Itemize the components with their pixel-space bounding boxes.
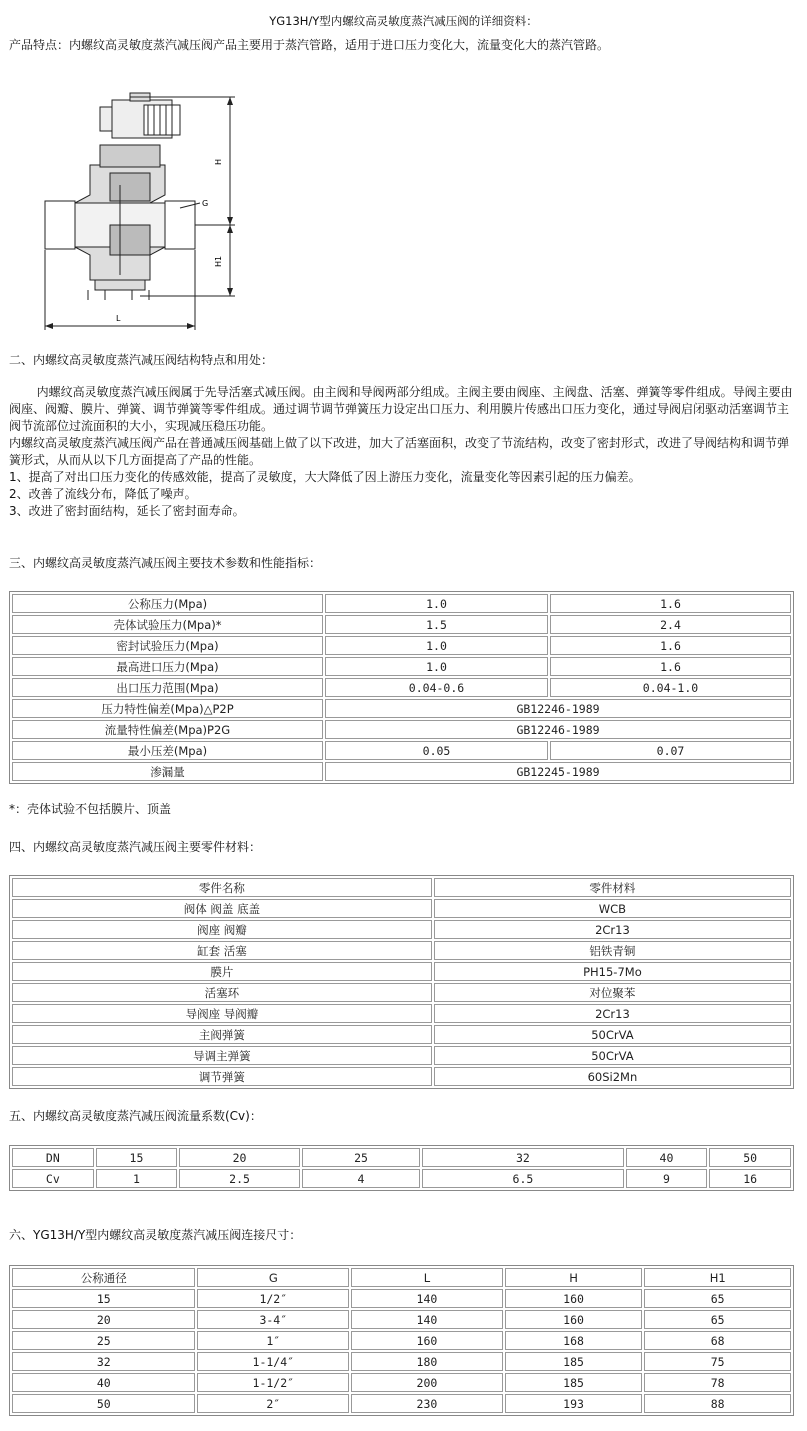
spec-value-2: 1.6	[550, 594, 791, 613]
part-material: PH15-7Mo	[434, 962, 791, 981]
spec-value-2: 1.6	[550, 657, 791, 676]
cv-table	[9, 1145, 794, 1191]
spec-label: 最高进口压力(Mpa)	[12, 657, 323, 676]
section3-heading: 三、内螺纹高灵敏度蒸汽减压阀主要技术参数和性能指标：	[9, 556, 322, 570]
spec-label: 最小压差(Mpa)	[12, 741, 323, 760]
part-name: 导阀座 导阀瓣	[12, 1004, 432, 1023]
spec-note: *：壳体试验不包括膜片、顶盖	[9, 802, 172, 816]
spec-value: GB12245-1989	[325, 762, 791, 781]
part-material: 60Si2Mn	[434, 1067, 791, 1086]
spec-value-1: 1.5	[325, 615, 548, 634]
part-material: 2Cr13	[434, 1004, 791, 1023]
valve-diagram	[30, 85, 290, 335]
part-material: 铝铁青铜	[434, 941, 791, 960]
table-cell: 68	[644, 1331, 791, 1350]
part-name: 缸套 活塞	[12, 941, 432, 960]
spec-label: 壳体试验压力(Mpa)*	[12, 615, 323, 634]
part-name: 主阀弹簧	[12, 1025, 432, 1044]
table-cell: 1/2″	[197, 1289, 349, 1308]
part-material: 2Cr13	[434, 920, 791, 939]
table-row	[12, 920, 791, 939]
spec-value-2: 0.04-1.0	[550, 678, 791, 697]
table-cell: 200	[351, 1373, 503, 1392]
part-material: 对位聚苯	[434, 983, 791, 1002]
table-cell: 2″	[197, 1394, 349, 1413]
dn-value: 50	[709, 1148, 791, 1167]
table-cell: 160	[351, 1331, 503, 1350]
dim-h: H	[214, 158, 223, 165]
spec-value-2: 0.07	[550, 741, 791, 760]
spec-value: GB12246-1989	[325, 720, 791, 739]
table-cell: 160	[505, 1289, 643, 1308]
table-cell: 230	[351, 1394, 503, 1413]
column-header: H1	[644, 1268, 791, 1287]
table-cell: 160	[505, 1310, 643, 1329]
table-row	[12, 1373, 791, 1392]
table-cell: 1-1/2″	[197, 1373, 349, 1392]
spec-value-1: 1.0	[325, 657, 548, 676]
table-cell: 140	[351, 1310, 503, 1329]
spec-label: 出口压力范围(Mpa)	[12, 678, 323, 697]
column-header: L	[351, 1268, 503, 1287]
table-row	[12, 1046, 791, 1065]
dimensions-table	[9, 1265, 794, 1416]
spec-value-1: 0.05	[325, 741, 548, 760]
table-cell: 50	[12, 1394, 195, 1413]
table-row	[12, 1169, 791, 1188]
section4-heading: 四、内螺纹高灵敏度蒸汽减压阀主要零件材料：	[9, 840, 262, 854]
table-cell: 1″	[197, 1331, 349, 1350]
spec-label: 流量特性偏差(Mpa)P2G	[12, 720, 323, 739]
part-name: 活塞环	[12, 983, 432, 1002]
table-cell: 140	[351, 1289, 503, 1308]
table-cell: 88	[644, 1394, 791, 1413]
table-row	[12, 1394, 791, 1413]
section5-heading: 五、内螺纹高灵敏度蒸汽减压阀流量系数(Cv)：	[9, 1109, 262, 1123]
table-row	[12, 636, 791, 655]
table-cell: 185	[505, 1373, 643, 1392]
table-row	[12, 594, 791, 613]
cv-value: 9	[626, 1169, 708, 1188]
table-cell: 193	[505, 1394, 643, 1413]
page-title: YG13H/Y型内螺纹高灵敏度蒸汽减压阀的详细资料：	[269, 14, 538, 28]
header-material: 零件材料	[434, 878, 791, 897]
table-cell: 20	[12, 1310, 195, 1329]
section2-list-item: 2、改善了流线分布，降低了噪声。	[9, 487, 197, 501]
dim-g: G	[202, 199, 209, 208]
header-part: 零件名称	[12, 878, 432, 897]
table-cell: 65	[644, 1289, 791, 1308]
spec-value-2: 1.6	[550, 636, 791, 655]
table-cell: 75	[644, 1352, 791, 1371]
table-cell: 32	[12, 1352, 195, 1371]
part-name: 阀体 阀盖 底盖	[12, 899, 432, 918]
table-row	[12, 657, 791, 676]
part-material: WCB	[434, 899, 791, 918]
section2-list-item: 3、改进了密封面结构，延长了密封面寿命。	[9, 504, 245, 518]
table-row	[12, 941, 791, 960]
dn-value: 40	[626, 1148, 708, 1167]
section2-paragraph: 内螺纹高灵敏度蒸汽减压阀产品在普通减压阀基础上做了以下改进，加大了活塞面积，改变了节流结构，改变了密封形式，改进了导阀结构和调节弹簧形式，从而从以下几方面提高了产品的性能。	[9, 436, 790, 467]
table-row	[12, 1310, 791, 1329]
table-row	[12, 899, 791, 918]
spec-value: GB12246-1989	[325, 699, 791, 718]
table-cell: 180	[351, 1352, 503, 1371]
column-header: G	[197, 1268, 349, 1287]
dn-label: DN	[12, 1148, 94, 1167]
dn-value: 15	[96, 1148, 178, 1167]
table-row	[12, 720, 791, 739]
table-row	[12, 741, 791, 760]
cv-value: 2.5	[179, 1169, 300, 1188]
table-row	[12, 678, 791, 697]
spec-table	[9, 591, 794, 784]
table-cell: 168	[505, 1331, 643, 1350]
table-row	[12, 1025, 791, 1044]
table-header-row	[12, 1268, 791, 1287]
part-name: 阀座 阀瓣	[12, 920, 432, 939]
table-cell: 15	[12, 1289, 195, 1308]
cv-value: 1	[96, 1169, 178, 1188]
table-row	[12, 1331, 791, 1350]
cv-label: Cv	[12, 1169, 94, 1188]
table-cell: 1-1/4″	[197, 1352, 349, 1371]
table-cell: 65	[644, 1310, 791, 1329]
dim-l: L	[116, 314, 121, 323]
part-material: 50CrVA	[434, 1025, 791, 1044]
cv-value: 6.5	[422, 1169, 623, 1188]
cv-value: 16	[709, 1169, 791, 1188]
section2-list-item: 1、提高了对出口压力变化的传感效能，提高了灵敏度，大大降低了因上游压力变化，流量变化等因素引起的压力偏差。	[9, 470, 641, 484]
dn-value: 20	[179, 1148, 300, 1167]
column-header: 公称通径	[12, 1268, 195, 1287]
materials-table	[9, 875, 794, 1089]
spec-value-2: 2.4	[550, 615, 791, 634]
column-header: H	[505, 1268, 643, 1287]
table-row	[12, 1289, 791, 1308]
table-row	[12, 1352, 791, 1371]
part-material: 50CrVA	[434, 1046, 791, 1065]
table-row	[12, 1067, 791, 1086]
part-name: 膜片	[12, 962, 432, 981]
spec-value-1: 0.04-0.6	[325, 678, 548, 697]
spec-label: 渗漏量	[12, 762, 323, 781]
dn-value: 25	[302, 1148, 420, 1167]
intro-text: 产品特点：内螺纹高灵敏度蒸汽减压阀产品主要用于蒸汽管路，适用于进口压力变化大，流量变化大的蒸汽管路。	[9, 38, 610, 52]
table-header-row	[12, 878, 791, 897]
table-row	[12, 615, 791, 634]
cv-value: 4	[302, 1169, 420, 1188]
dn-value: 32	[422, 1148, 623, 1167]
table-row	[12, 699, 791, 718]
section2-paragraph: 内螺纹高灵敏度蒸汽减压阀属于先导活塞式减压阀。由主阀和导阀两部分组成。主阀主要由阀座、主阀盘、活塞、弹簧等零件组成。导阀主要由阀座、阀瓣、膜片、弹簧、调节弹簧等零件组成。通过调节调节弹簧压力设定出口压力、利用膜片传感出口压力变化，通过导阀启闭驱动活塞调节主阀节流部位过流面积的大小，实现减压稳压功能。	[9, 385, 793, 433]
table-cell: 185	[505, 1352, 643, 1371]
table-cell: 25	[12, 1331, 195, 1350]
table-row	[12, 1004, 791, 1023]
spec-label: 压力特性偏差(Mpa)△P2P	[12, 699, 323, 718]
table-row	[12, 983, 791, 1002]
part-name: 导调主弹簧	[12, 1046, 432, 1065]
spec-value-1: 1.0	[325, 636, 548, 655]
section2-heading: 二、内螺纹高灵敏度蒸汽减压阀结构特点和用处：	[9, 353, 274, 367]
table-row	[12, 962, 791, 981]
section6-heading: 六、YG13H/Y型内螺纹高灵敏度蒸汽减压阀连接尺寸：	[9, 1228, 302, 1242]
table-cell: 78	[644, 1373, 791, 1392]
table-row	[12, 1148, 791, 1167]
table-row	[12, 762, 791, 781]
part-name: 调节弹簧	[12, 1067, 432, 1086]
spec-label: 公称压力(Mpa)	[12, 594, 323, 613]
spec-label: 密封试验压力(Mpa)	[12, 636, 323, 655]
table-cell: 40	[12, 1373, 195, 1392]
spec-value-1: 1.0	[325, 594, 548, 613]
table-cell: 3-4″	[197, 1310, 349, 1329]
dim-h1: H1	[214, 255, 223, 267]
